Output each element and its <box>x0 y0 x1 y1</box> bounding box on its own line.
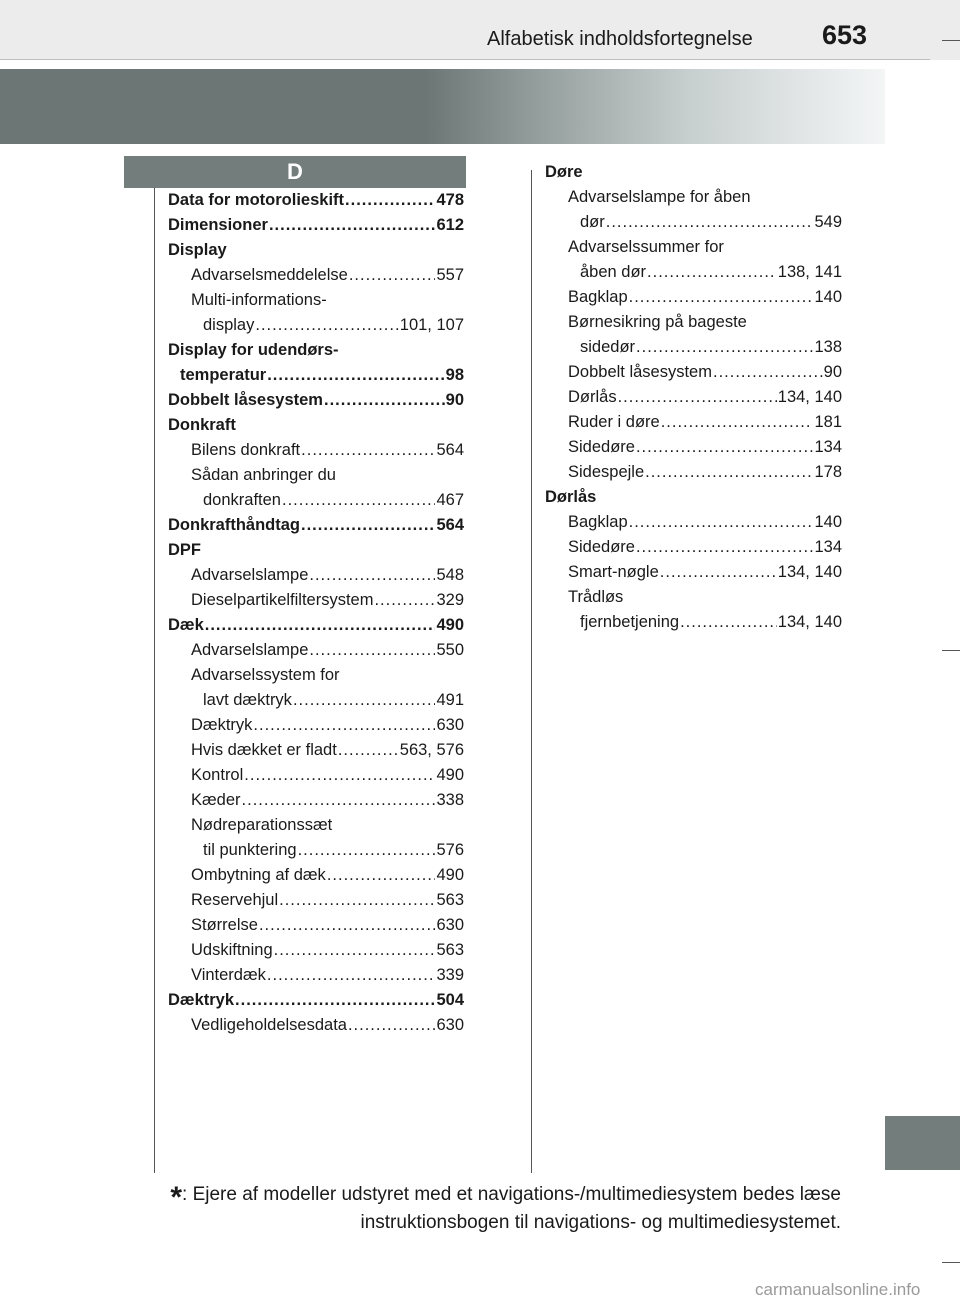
index-term: lavt dæktryk <box>203 691 292 709</box>
page-reference: 134, 140 <box>777 388 842 406</box>
index-term: fjernbetjening <box>580 613 680 631</box>
dot-leader <box>618 385 777 410</box>
dot-leader <box>636 335 813 360</box>
index-term: Smart-nøgle <box>568 563 659 581</box>
index-term: Bilens donkraft <box>191 441 301 459</box>
index-heading: Døre <box>545 163 583 181</box>
page-header-title: Alfabetisk indholdsfortegnelse <box>487 28 753 50</box>
index-heading: Advarselssystem for <box>191 666 340 684</box>
index-term: Kæder <box>191 791 241 809</box>
dot-leader <box>274 938 436 963</box>
index-entry <box>168 338 464 363</box>
page-reference: 178 <box>814 463 842 481</box>
index-entry <box>545 510 842 535</box>
dot-leader <box>324 388 445 413</box>
index-column-left <box>168 188 464 1038</box>
page-reference: 101, 107 <box>399 316 464 334</box>
dot-leader <box>253 713 435 738</box>
dot-leader <box>647 260 777 285</box>
index-entry <box>168 1013 464 1038</box>
index-entry <box>545 260 842 285</box>
index-entry <box>168 888 464 913</box>
index-term: Ruder i døre <box>568 413 660 431</box>
page-reference: 490 <box>436 616 464 634</box>
page-reference: 490 <box>436 766 464 784</box>
index-entry <box>545 460 842 485</box>
index-entry <box>545 335 842 360</box>
crop-mark <box>942 650 960 651</box>
index-entry <box>168 663 464 688</box>
dot-leader <box>279 888 435 913</box>
dot-leader <box>661 410 814 435</box>
index-entry <box>168 963 464 988</box>
footnote-line-1: : Ejere af modeller udstyret med et navigations-/multimediesystem bedes læse <box>182 1184 841 1205</box>
index-heading: Børnesikring på bageste <box>568 313 747 331</box>
index-term: Dæktryk <box>191 716 253 734</box>
page-reference: 504 <box>436 991 464 1009</box>
footnote-line-2: instruktionsbogen til navigations- og multimediesystemet. <box>360 1212 841 1233</box>
index-heading: Display for udendørs- <box>168 341 339 359</box>
footnote-asterisk: * <box>170 1181 183 1214</box>
index-term: Dørlås <box>568 388 617 406</box>
index-entry <box>168 688 464 713</box>
index-entry <box>545 435 842 460</box>
left-column-rule <box>154 188 155 1173</box>
dot-leader <box>660 560 777 585</box>
dot-leader <box>348 1013 436 1038</box>
page-reference: 90 <box>823 363 842 381</box>
index-term: Donkrafthåndtag <box>168 516 300 534</box>
index-heading: Multi-informations- <box>191 291 327 309</box>
crop-mark <box>942 40 960 41</box>
index-term: Data for motorolieskift <box>168 191 345 209</box>
dot-leader <box>242 788 436 813</box>
dot-leader <box>349 263 436 288</box>
index-term: display <box>203 316 255 334</box>
page-reference: 576 <box>436 841 464 859</box>
index-entry <box>168 613 464 638</box>
header-divider <box>0 59 930 60</box>
index-entry <box>168 913 464 938</box>
dot-leader <box>636 435 814 460</box>
index-entry <box>168 288 464 313</box>
dot-leader <box>327 863 436 888</box>
index-heading: Advarselssummer for <box>568 238 724 256</box>
index-heading: Nødreparationssæt <box>191 816 333 834</box>
page-reference: 140 <box>814 288 842 306</box>
index-entry <box>545 410 842 435</box>
index-heading: Advarselslampe for åben <box>568 188 751 206</box>
page-reference: 563 <box>436 941 464 959</box>
index-entry <box>168 838 464 863</box>
page-reference: 630 <box>436 716 464 734</box>
dot-leader <box>259 913 436 938</box>
index-term: Udskiftning <box>191 941 273 959</box>
watermark: carmanualsonline.info <box>755 1280 921 1299</box>
page-reference: 563, 576 <box>399 741 464 759</box>
index-term: Kontrol <box>191 766 244 784</box>
section-banner <box>0 69 885 144</box>
index-entry <box>168 813 464 838</box>
page-reference: 548 <box>436 566 464 584</box>
index-term: sidedør <box>580 338 636 356</box>
index-term: Dimensioner <box>168 216 268 234</box>
dot-leader <box>255 313 398 338</box>
dot-leader <box>282 488 435 513</box>
index-term: Sidedøre <box>568 438 635 456</box>
index-entry <box>168 488 464 513</box>
page-reference: 563 <box>436 891 464 909</box>
dot-leader <box>269 213 436 238</box>
dot-leader <box>309 563 435 588</box>
dot-leader <box>374 588 435 613</box>
index-entry <box>168 538 464 563</box>
dot-leader <box>267 963 436 988</box>
dot-leader <box>293 688 436 713</box>
index-entry <box>168 563 464 588</box>
page-reference: 564 <box>436 516 464 534</box>
index-entry <box>168 863 464 888</box>
index-entry <box>168 363 464 388</box>
index-entry <box>168 263 464 288</box>
dot-leader <box>680 610 777 635</box>
page-reference: 491 <box>436 691 464 709</box>
dot-leader <box>629 510 814 535</box>
index-term: Dobbelt låsesystem <box>568 363 712 381</box>
dot-leader <box>629 285 814 310</box>
index-term: Sidedøre <box>568 538 635 556</box>
page-reference: 329 <box>436 591 464 609</box>
crop-mark <box>942 1262 960 1263</box>
right-column-rule <box>531 170 532 1173</box>
index-entry <box>168 938 464 963</box>
index-entry <box>168 738 464 763</box>
page-reference: 140 <box>814 513 842 531</box>
index-heading: DPF <box>168 541 201 559</box>
dot-leader <box>244 763 435 788</box>
index-entry <box>168 588 464 613</box>
page-reference: 630 <box>436 1016 464 1034</box>
dot-leader <box>267 363 444 388</box>
index-column-right <box>545 160 842 635</box>
dot-leader <box>713 360 823 385</box>
index-term: Advarselsmeddelelse <box>191 266 348 284</box>
dot-leader <box>309 638 435 663</box>
page-reference: 549 <box>814 213 842 231</box>
index-heading: Trådløs <box>568 588 624 606</box>
index-entry <box>545 210 842 235</box>
dot-leader <box>636 535 814 560</box>
page-reference: 630 <box>436 916 464 934</box>
dot-leader <box>338 738 399 763</box>
index-term: Hvis dækket er fladt <box>191 741 337 759</box>
index-entry <box>545 360 842 385</box>
header-band <box>0 0 960 60</box>
dot-leader <box>301 513 435 538</box>
index-heading: Display <box>168 241 227 259</box>
page-reference: 90 <box>445 391 464 409</box>
page-reference: 612 <box>436 216 464 234</box>
index-entry <box>545 310 842 335</box>
index-entry <box>168 763 464 788</box>
index-term: Bagklap <box>568 288 628 306</box>
page-number: 653 <box>822 20 868 50</box>
index-entry <box>168 413 464 438</box>
dot-leader <box>235 988 435 1013</box>
page-reference: 134 <box>814 538 842 556</box>
index-term: Advarselslampe <box>191 566 309 584</box>
index-entry <box>545 485 842 510</box>
index-entry <box>545 285 842 310</box>
index-entry <box>545 585 842 610</box>
page-reference: 564 <box>436 441 464 459</box>
index-entry <box>545 160 842 185</box>
index-term: Reservehjul <box>191 891 279 909</box>
index-entry <box>168 988 464 1013</box>
dot-leader <box>645 460 813 485</box>
index-term: Ombytning af dæk <box>191 866 326 884</box>
page-reference: 138 <box>814 338 842 356</box>
index-term: temperatur <box>180 366 267 384</box>
page-reference: 134, 140 <box>777 613 842 631</box>
index-term: Bagklap <box>568 513 628 531</box>
index-heading: Dørlås <box>545 488 597 506</box>
index-entry <box>168 313 464 338</box>
page-reference: 138, 141 <box>777 263 842 281</box>
index-entry <box>168 788 464 813</box>
section-letter-header: D <box>124 156 466 188</box>
dot-leader <box>606 210 814 235</box>
index-entry <box>545 385 842 410</box>
index-entry <box>545 535 842 560</box>
page-reference: 181 <box>814 413 842 431</box>
index-term: dør <box>580 213 605 231</box>
index-term: donkraften <box>203 491 281 509</box>
index-entry <box>168 188 464 213</box>
page-reference: 557 <box>436 266 464 284</box>
page-reference: 490 <box>436 866 464 884</box>
index-entry <box>168 438 464 463</box>
dot-leader <box>301 438 435 463</box>
index-term: Dæk <box>168 616 204 634</box>
index-term: til punktering <box>203 841 297 859</box>
page-reference: 478 <box>436 191 464 209</box>
chapter-thumb-tab <box>885 1116 960 1170</box>
index-term: Vedligeholdelsesdata <box>191 1016 347 1034</box>
footnote <box>113 1177 841 1237</box>
index-term: åben dør <box>580 263 647 281</box>
index-entry <box>168 713 464 738</box>
index-heading: Donkraft <box>168 416 236 434</box>
dot-leader <box>205 613 436 638</box>
index-term: Dieselpartikelfiltersystem <box>191 591 374 609</box>
page-reference: 98 <box>445 366 464 384</box>
index-entry <box>545 610 842 635</box>
index-entry <box>545 560 842 585</box>
dot-leader <box>298 838 436 863</box>
index-entry <box>168 463 464 488</box>
index-entry <box>545 235 842 260</box>
index-term: Sidespejle <box>568 463 645 481</box>
index-entry <box>545 185 842 210</box>
page-reference: 134, 140 <box>777 563 842 581</box>
index-term: Advarselslampe <box>191 641 309 659</box>
index-entry <box>168 238 464 263</box>
index-term: Dobbelt låsesystem <box>168 391 323 409</box>
page-reference: 467 <box>436 491 464 509</box>
index-entry <box>168 213 464 238</box>
index-entry <box>168 638 464 663</box>
page-reference: 550 <box>436 641 464 659</box>
index-term: Størrelse <box>191 916 258 934</box>
index-term: Dæktryk <box>168 991 235 1009</box>
index-heading: Sådan anbringer du <box>191 466 336 484</box>
page-reference: 134 <box>814 438 842 456</box>
page-reference: 339 <box>436 966 464 984</box>
dot-leader <box>345 188 435 213</box>
index-entry <box>168 388 464 413</box>
page-reference: 338 <box>436 791 464 809</box>
index-entry <box>168 513 464 538</box>
index-term: Vinterdæk <box>191 966 266 984</box>
